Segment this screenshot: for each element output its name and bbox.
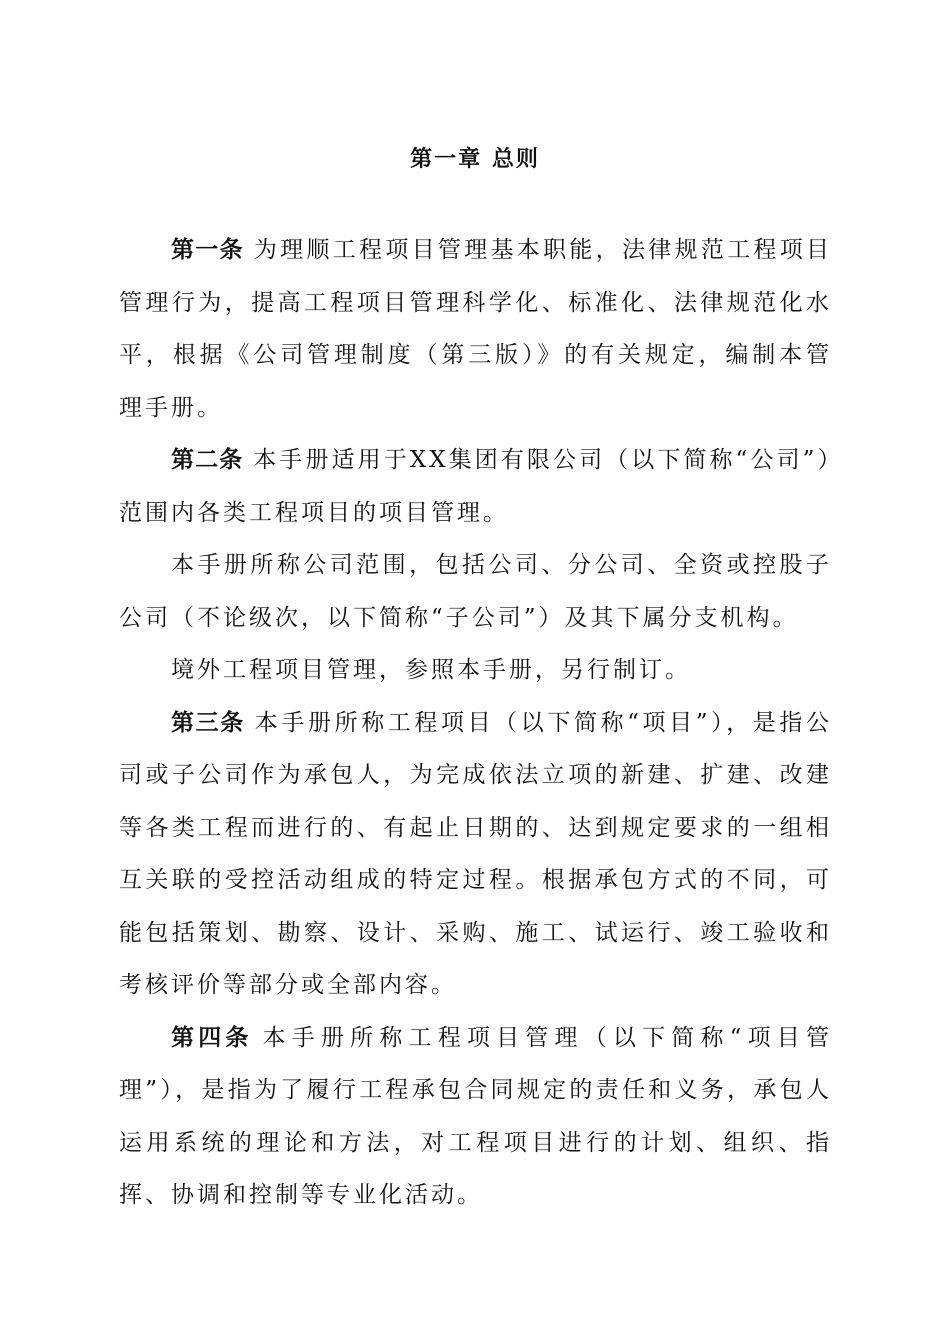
document-body — [119, 224, 832, 1222]
article-2-paragraph: 境外工程项目管理，参照本手册，另行制订。 — [171, 657, 691, 683]
chapter-title: 第一章 总则 — [410, 147, 540, 172]
article-label: 第三条 — [171, 709, 245, 736]
article-label: 第二条 — [171, 447, 244, 473]
article-2 — [119, 434, 832, 539]
article-label: 第一条 — [171, 237, 244, 263]
article-4 — [119, 1012, 832, 1222]
article-1 — [119, 224, 832, 434]
article-text: 本手册所称工程项目（以下简称“项目”），是指公司或子公司作为承包人，为完成依法立项的新建、扩建、改建等各类工程而进行的、有起止日期的、达到规定要求的一组相互关联的受控活动组成的特定过程。根据承包方式的不同，可能包括策划、勘察、设计、采购、施工、试运行、竣工验收和考核评价等部分或全部内容。 — [119, 709, 832, 998]
article-2-paragraph: 本手册所称公司范围，包括公司、分公司、全资或控股子公司（不论级次，以下简称“子公司”）及其下属分支机构。 — [119, 552, 832, 631]
article-text: 本手册适用于XX集团有限公司（以下简称“公司”）范围内各类工程项目的项目管理。 — [119, 447, 833, 526]
article-text: 为理顺工程项目管理基本职能，法律规范工程项目管理行为，提高工程项目管理科学化、标准化、法律规范化水平，根据《公司管理制度（第三版）》的有关规定，编制本管理手册。 — [119, 237, 832, 421]
article-label: 第四条 — [171, 1024, 253, 1051]
article-3 — [119, 697, 832, 1012]
article-text: 本手册所称工程项目管理（以下简称“项目管理”），是指为了履行工程承包合同规定的责任和义务，承包人运用系统的理论和方法，对工程项目进行的计划、组织、指挥、协调和控制等专业化活动。 — [119, 1024, 832, 1208]
